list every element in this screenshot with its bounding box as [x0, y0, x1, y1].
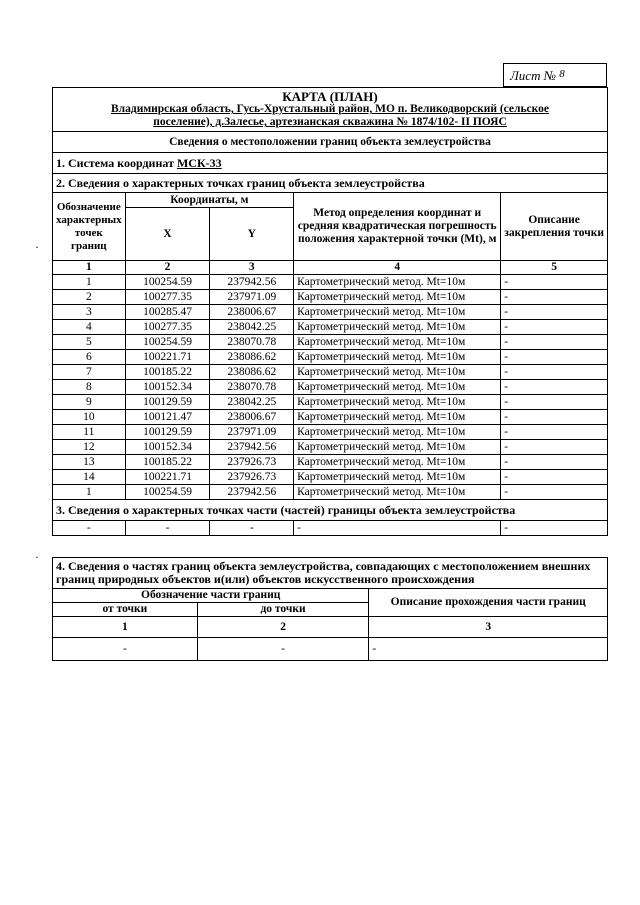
point-id: 2	[53, 290, 126, 305]
point-row	[53, 320, 608, 335]
coord-system-row	[53, 153, 608, 174]
point-desc: -	[501, 440, 608, 455]
point-y: 237942.56	[210, 440, 294, 455]
point-desc: -	[501, 380, 608, 395]
object-address-line2: поселение), д.Залесье, артезианская скважина № 1874/102- II ПОЯС	[153, 116, 507, 128]
s3-cell: -	[53, 521, 126, 536]
main-table	[52, 87, 608, 536]
point-id: 4	[53, 320, 126, 335]
point-method: Картометрический метод. Mt=10м	[294, 305, 501, 320]
point-id: 10	[53, 410, 126, 425]
col-from-header: от точки	[53, 603, 198, 617]
point-y: 237971.09	[210, 290, 294, 305]
s3-cell: -	[501, 521, 608, 536]
point-row	[53, 275, 608, 290]
point-y: 238086.62	[210, 365, 294, 380]
point-y: 238070.78	[210, 335, 294, 350]
point-y: 237942.56	[210, 485, 294, 500]
point-x: 100121.47	[125, 410, 210, 425]
point-x: 100221.71	[125, 350, 210, 365]
margin-mark: ·	[35, 240, 39, 254]
col-point-header: Обозначение характерных точек границ	[53, 193, 126, 261]
point-id: 1	[53, 485, 126, 500]
s4-cell: -	[369, 638, 608, 661]
point-row	[53, 470, 608, 485]
point-x: 100254.59	[125, 335, 210, 350]
sheet-label: Лист №	[510, 68, 556, 83]
point-id: 11	[53, 425, 126, 440]
point-desc: -	[501, 350, 608, 365]
col-num: 4	[294, 261, 501, 275]
map-title: КАРТА (ПЛАН)	[282, 89, 378, 104]
section4-label: 4. Сведения о частях границ объекта землеустройства, совпадающих с местоположением внешних границ природных объектов и(или) объектов искусственного происхождения	[53, 558, 608, 589]
point-desc: -	[501, 455, 608, 470]
s3-cell: -	[210, 521, 294, 536]
point-method: Картометрический метод. Mt=10м	[294, 485, 501, 500]
section2-label: 2. Сведения о характерных точках границ объекта землеустройства	[53, 174, 608, 193]
point-row	[53, 380, 608, 395]
col-num: 2	[125, 261, 210, 275]
point-row	[53, 395, 608, 410]
col-coords-header: Координаты, м	[125, 193, 294, 208]
point-method: Картометрический метод. Mt=10м	[294, 425, 501, 440]
point-desc: -	[501, 470, 608, 485]
point-method: Картометрический метод. Mt=10м	[294, 395, 501, 410]
point-y: 237926.73	[210, 455, 294, 470]
col-num: 3	[210, 261, 294, 275]
point-x: 100185.22	[125, 455, 210, 470]
s4-num: 1	[53, 617, 198, 638]
section3-label: 3. Сведения о характерных точках части (частей) границы объекта землеустройства	[53, 500, 608, 521]
point-x: 100152.34	[125, 380, 210, 395]
point-x: 100254.59	[125, 275, 210, 290]
col-method-header: Метод определения координат и средняя квадратическая погрешность положения характерной точки (Mt), м	[294, 193, 501, 261]
s3-cell: -	[294, 521, 501, 536]
section-title: Сведения о местоположении границ объекта землеустройства	[53, 132, 608, 153]
point-y: 237942.56	[210, 275, 294, 290]
point-id: 8	[53, 380, 126, 395]
point-desc: -	[501, 320, 608, 335]
object-address-line1: Владимирская область, Гусь-Хрустальный район, МО п. Великодворский (сельское	[111, 103, 549, 115]
point-method: Картометрический метод. Mt=10м	[294, 380, 501, 395]
point-id: 13	[53, 455, 126, 470]
col-part-header: Обозначение части границ	[53, 589, 369, 603]
point-row	[53, 455, 608, 470]
point-row	[53, 410, 608, 425]
point-y: 238086.62	[210, 350, 294, 365]
point-desc: -	[501, 395, 608, 410]
point-desc: -	[501, 290, 608, 305]
col-y-header: Y	[210, 208, 294, 261]
point-row	[53, 440, 608, 455]
point-row	[53, 425, 608, 440]
point-id: 9	[53, 395, 126, 410]
point-row	[53, 305, 608, 320]
point-x: 100285.47	[125, 305, 210, 320]
s4-num: 2	[197, 617, 369, 638]
point-id: 1	[53, 275, 126, 290]
point-y: 238006.67	[210, 410, 294, 425]
point-method: Картометрический метод. Mt=10м	[294, 275, 501, 290]
sheet-number-box	[503, 63, 607, 87]
point-method: Картометрический метод. Mt=10м	[294, 455, 501, 470]
col-to-header: до точки	[197, 603, 369, 617]
point-x: 100129.59	[125, 395, 210, 410]
point-x: 100254.59	[125, 485, 210, 500]
point-id: 5	[53, 335, 126, 350]
point-x: 100221.71	[125, 470, 210, 485]
point-id: 3	[53, 305, 126, 320]
s4-cell: -	[197, 638, 369, 661]
point-desc: -	[501, 425, 608, 440]
point-row	[53, 335, 608, 350]
point-x: 100152.34	[125, 440, 210, 455]
point-y: 238042.25	[210, 395, 294, 410]
col-part-desc-header: Описание прохождения части границ	[369, 589, 608, 617]
point-row	[53, 290, 608, 305]
point-x: 100185.22	[125, 365, 210, 380]
s4-num: 3	[369, 617, 608, 638]
coord-system-label: 1. Система координат	[56, 155, 177, 170]
point-y: 237926.73	[210, 470, 294, 485]
coord-system-value: МСК-33	[176, 155, 222, 170]
point-id: 6	[53, 350, 126, 365]
point-method: Картометрический метод. Mt=10м	[294, 365, 501, 380]
point-x: 100277.35	[125, 290, 210, 305]
point-method: Картометрический метод. Mt=10м	[294, 290, 501, 305]
point-id: 12	[53, 440, 126, 455]
point-id: 14	[53, 470, 126, 485]
points-body	[53, 275, 608, 500]
point-method: Картометрический метод. Mt=10м	[294, 320, 501, 335]
point-desc: -	[501, 305, 608, 320]
point-method: Картометрический метод. Mt=10м	[294, 470, 501, 485]
s4-cell: -	[53, 638, 198, 661]
point-x: 100277.35	[125, 320, 210, 335]
point-row	[53, 365, 608, 380]
point-desc: -	[501, 365, 608, 380]
point-y: 238070.78	[210, 380, 294, 395]
point-row	[53, 350, 608, 365]
point-desc: -	[501, 335, 608, 350]
point-method: Картометрический метод. Mt=10м	[294, 440, 501, 455]
col-x-header: X	[125, 208, 210, 261]
point-desc: -	[501, 410, 608, 425]
point-id: 7	[53, 365, 126, 380]
point-y: 238006.67	[210, 305, 294, 320]
margin-mark: ·	[35, 550, 39, 564]
point-desc: -	[501, 485, 608, 500]
point-x: 100129.59	[125, 425, 210, 440]
point-y: 238042.25	[210, 320, 294, 335]
col-num: 1	[53, 261, 126, 275]
col-desc-header: Описание закрепления точки	[501, 193, 608, 261]
col-num: 5	[501, 261, 608, 275]
s3-cell: -	[125, 521, 210, 536]
point-desc: -	[501, 275, 608, 290]
point-row	[53, 485, 608, 500]
point-method: Картометрический метод. Mt=10м	[294, 350, 501, 365]
point-method: Картометрический метод. Mt=10м	[294, 335, 501, 350]
point-y: 237971.09	[210, 425, 294, 440]
point-method: Картометрический метод. Mt=10м	[294, 410, 501, 425]
sheet-number: 8	[559, 68, 565, 80]
section4-table	[52, 557, 608, 661]
